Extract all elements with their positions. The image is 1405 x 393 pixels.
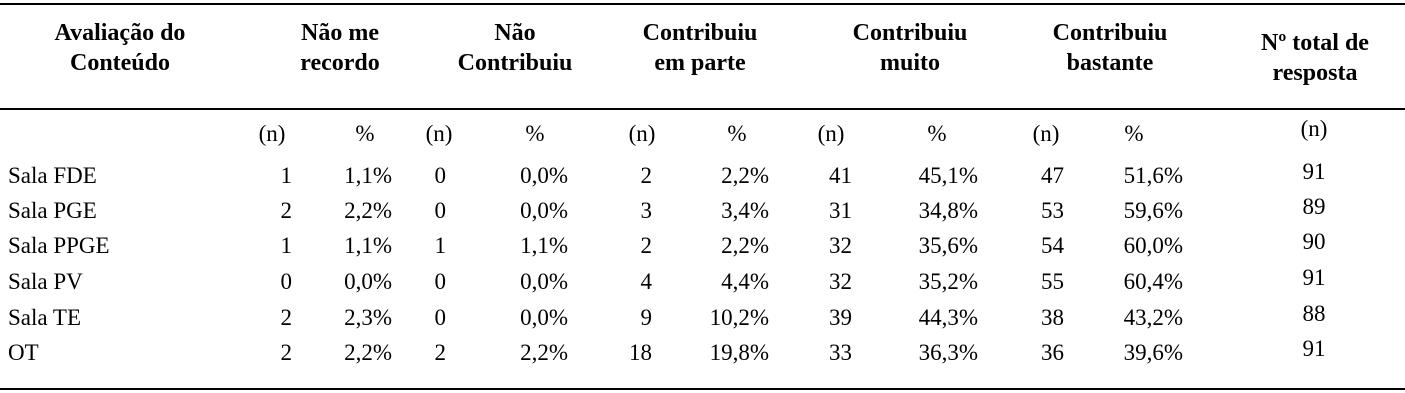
- count-cell: 38: [1041, 305, 1064, 330]
- count-cell: 3: [640, 198, 652, 223]
- percent-cell: 0,0%: [344, 269, 392, 294]
- header-total-respostas: Nº total de resposta: [1261, 30, 1369, 86]
- percent-cell: 2,2%: [721, 233, 769, 258]
- row-label: Sala PPGE: [8, 233, 110, 258]
- header-nao-me-recordo: Não me recordo: [300, 20, 380, 76]
- percent-cell: 1,1%: [344, 233, 392, 258]
- header-nao-contribuiu: Não Contribuiu: [457, 20, 573, 76]
- row-label: OT: [8, 340, 39, 365]
- count-cell: 33: [829, 340, 852, 365]
- count-cell: 31: [829, 198, 852, 223]
- header-bottom-rule: [0, 108, 1405, 110]
- count-cell: 0: [434, 269, 446, 294]
- percent-cell: 0,0%: [520, 198, 568, 223]
- row-label: Sala FDE: [8, 163, 97, 188]
- percent-cell: 1,1%: [344, 163, 392, 188]
- count-cell: 2: [280, 305, 292, 330]
- subheader-pct: %: [727, 121, 747, 146]
- count-cell: 32: [829, 269, 852, 294]
- subheader-pct: %: [525, 121, 545, 146]
- header-contribuiu-em-parte: Contribuiu em parte: [642, 20, 758, 76]
- row-label: Sala PV: [8, 269, 83, 294]
- percent-cell: 45,1%: [918, 163, 978, 188]
- percent-cell: 19,8%: [709, 340, 769, 365]
- count-cell: 0: [434, 305, 446, 330]
- percent-cell: 35,2%: [918, 269, 978, 294]
- count-cell: 36: [1041, 340, 1064, 365]
- subheader-n: (n): [1300, 116, 1328, 141]
- count-cell: 1: [280, 233, 292, 258]
- percent-cell: 44,3%: [918, 305, 978, 330]
- percent-cell: 3,4%: [721, 198, 769, 223]
- percent-cell: 1,1%: [520, 233, 568, 258]
- percent-cell: 4,4%: [721, 269, 769, 294]
- percent-cell: 34,8%: [918, 198, 978, 223]
- percent-cell: 51,6%: [1123, 163, 1183, 188]
- percent-cell: 10,2%: [709, 305, 769, 330]
- percent-cell: 2,2%: [344, 198, 392, 223]
- subheader-pct: %: [927, 121, 947, 146]
- count-cell: 0: [434, 163, 446, 188]
- percent-cell: 35,6%: [918, 233, 978, 258]
- count-cell: 54: [1041, 233, 1064, 258]
- count-cell: 0: [434, 198, 446, 223]
- count-cell: 32: [829, 233, 852, 258]
- percent-cell: 0,0%: [520, 163, 568, 188]
- percent-cell: 0,0%: [520, 269, 568, 294]
- header-contribuiu-bastante: Contribuiu bastante: [1052, 20, 1168, 76]
- count-cell: 1: [280, 163, 292, 188]
- subheader-pct: %: [1124, 121, 1144, 146]
- count-cell: 2: [280, 340, 292, 365]
- percent-cell: 59,6%: [1123, 198, 1183, 223]
- count-cell: 41: [829, 163, 852, 188]
- percent-cell: 2,2%: [721, 163, 769, 188]
- subheader-n: (n): [817, 121, 845, 146]
- percent-cell: 60,4%: [1123, 269, 1183, 294]
- table-bottom-rule: [0, 388, 1405, 390]
- total-cell: 90: [1302, 229, 1326, 254]
- total-cell: 91: [1302, 336, 1326, 361]
- percent-cell: 2,3%: [344, 305, 392, 330]
- subheader-n: (n): [1032, 121, 1060, 146]
- percent-cell: 60,0%: [1123, 233, 1183, 258]
- percent-cell: 36,3%: [918, 340, 978, 365]
- percent-cell: 2,2%: [344, 340, 392, 365]
- subheader-n: (n): [425, 121, 453, 146]
- count-cell: 39: [829, 305, 852, 330]
- count-cell: 2: [640, 163, 652, 188]
- header-evaluation: Avaliação do Conteúdo: [54, 20, 186, 76]
- count-cell: 18: [629, 340, 652, 365]
- total-cell: 91: [1302, 265, 1326, 290]
- count-cell: 0: [280, 269, 292, 294]
- count-cell: 1: [434, 233, 446, 258]
- row-label: Sala TE: [8, 305, 82, 330]
- count-cell: 9: [640, 305, 652, 330]
- percent-cell: 2,2%: [520, 340, 568, 365]
- subheader-n: (n): [628, 121, 656, 146]
- subheader-n: (n): [258, 121, 286, 146]
- subheader-pct: %: [355, 121, 375, 146]
- count-cell: 55: [1041, 269, 1064, 294]
- percent-cell: 39,6%: [1123, 340, 1183, 365]
- total-cell: 91: [1302, 159, 1326, 184]
- count-cell: 53: [1041, 198, 1064, 223]
- row-label: Sala PGE: [8, 198, 97, 223]
- percent-cell: 43,2%: [1123, 305, 1183, 330]
- table-top-rule: [0, 3, 1405, 5]
- percent-cell: 0,0%: [520, 305, 568, 330]
- count-cell: 2: [280, 198, 292, 223]
- total-cell: 89: [1302, 194, 1326, 219]
- header-contribuiu-muito: Contribuiu muito: [852, 20, 968, 76]
- total-cell: 88: [1302, 301, 1326, 326]
- count-cell: 4: [640, 269, 652, 294]
- count-cell: 47: [1041, 163, 1064, 188]
- count-cell: 2: [640, 233, 652, 258]
- count-cell: 2: [434, 340, 446, 365]
